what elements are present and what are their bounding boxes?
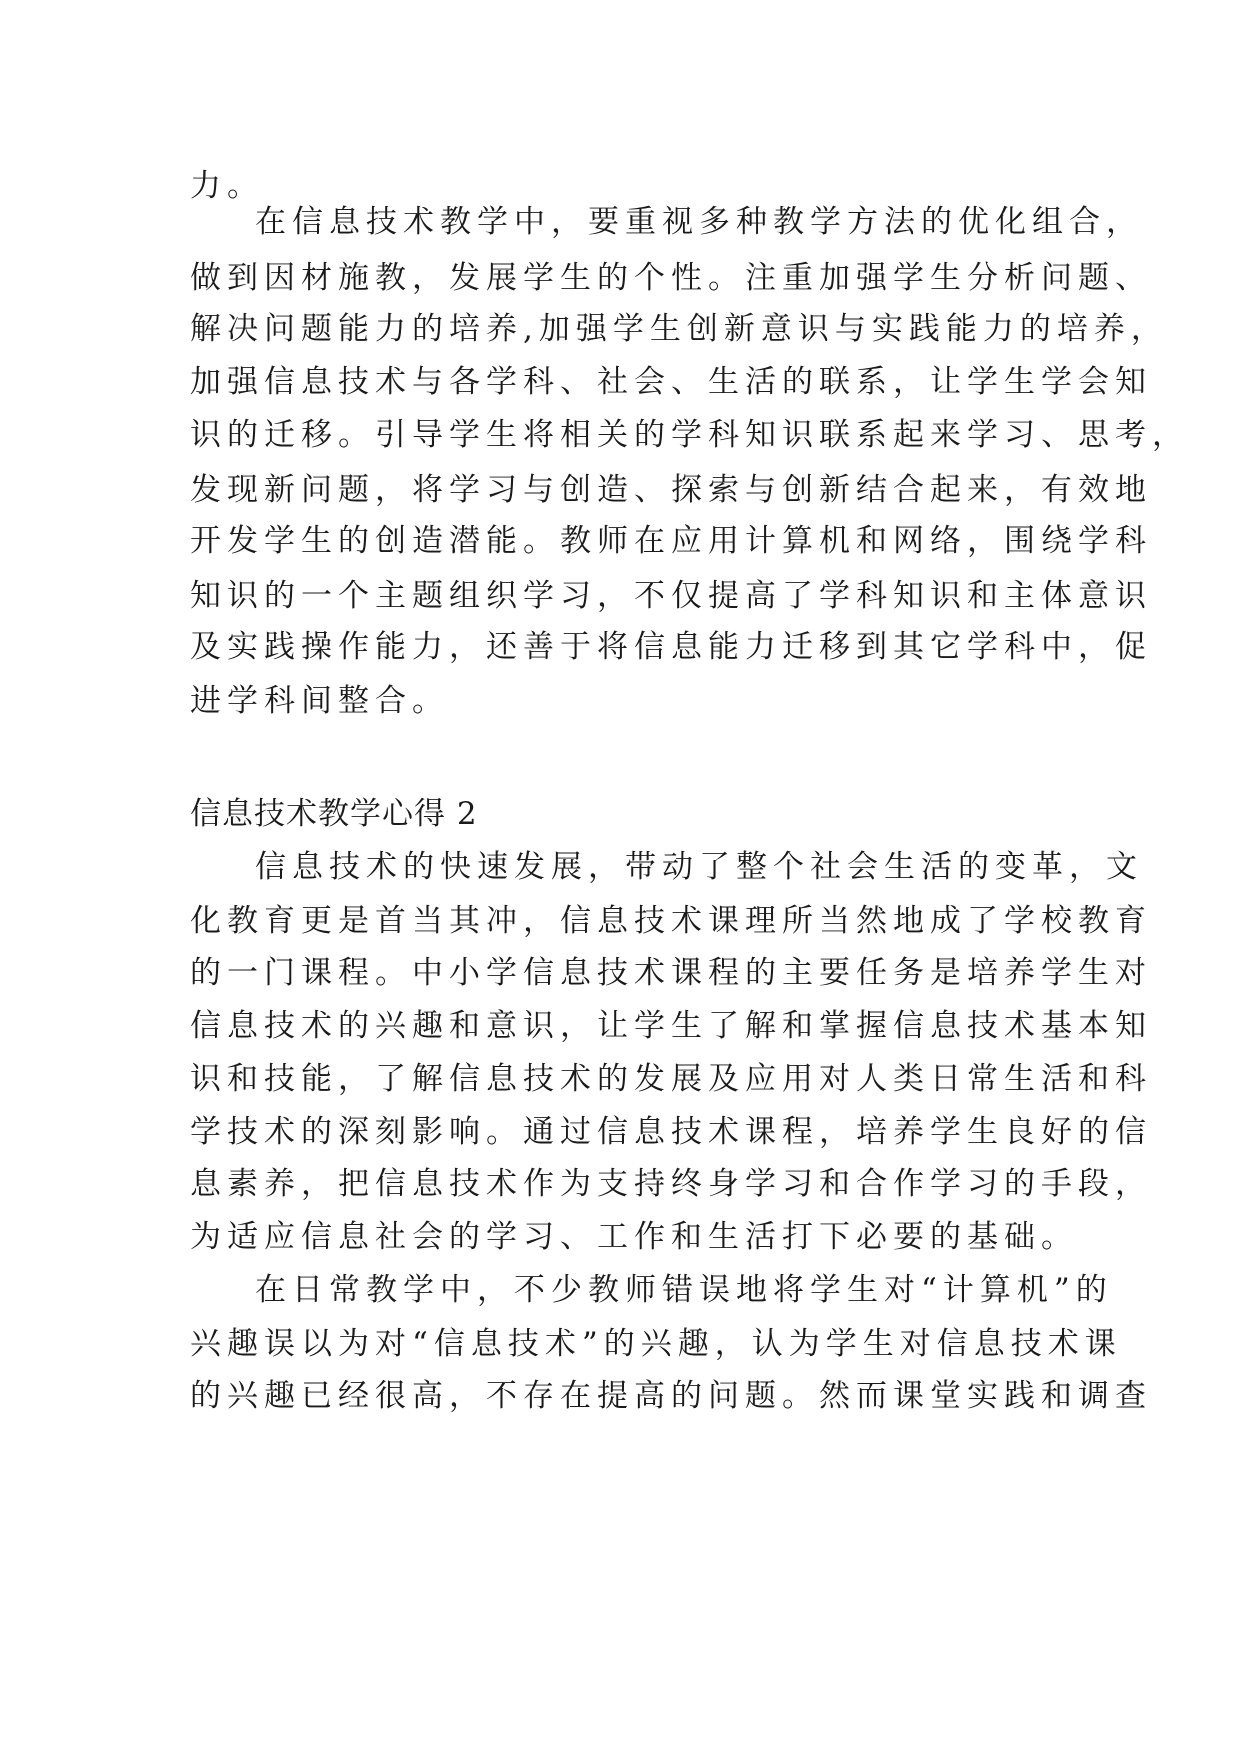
paragraph-line: 在日常教学中，不少教师错误地将学生对“计算机”的	[255, 1272, 1113, 1308]
paragraph-line: 信息技术的兴趣和意识，让学生了解和掌握信息技术基本知	[190, 1008, 1152, 1044]
paragraph-line: 的一门课程。中小学信息技术课程的主要任务是培养学生对	[190, 955, 1152, 991]
paragraph-line: 在信息技术教学中，要重视多种教学方法的优化组合，	[255, 204, 1143, 240]
paragraph-line: 加强信息技术与各学科、社会、生活的联系，让学生学会知	[190, 364, 1152, 400]
paragraph-line: 力。	[190, 168, 264, 204]
paragraph-line: 兴趣误以为对“信息技术”的兴趣，认为学生对信息技术课	[190, 1326, 1122, 1362]
paragraph-line: 发现新问题，将学习与创造、探索与创新结合起来，有效地	[190, 472, 1152, 508]
paragraph-line: 化教育更是首当其冲，信息技术课理所当然地成了学校教育	[190, 903, 1152, 939]
paragraph-line: 进学科间整合。	[190, 683, 449, 719]
paragraph-line: 知识的一个主题组织学习，不仅提高了学科知识和主体意识	[190, 578, 1152, 614]
paragraph-line: 的兴趣已经很高，不存在提高的问题。然而课堂实践和调查	[190, 1378, 1152, 1414]
paragraph-line: 及实践操作能力，还善于将信息能力迁移到其它学科中，促	[190, 629, 1152, 665]
section-heading: 信息技术教学心得 2	[190, 796, 478, 832]
paragraph-line: 做到因材施教，发展学生的个性。注重加强学生分析问题、	[190, 260, 1152, 296]
paragraph-line: 开发学生的创造潜能。教师在应用计算机和网络，围绕学科	[190, 523, 1152, 559]
paragraph-line: 识和技能，了解信息技术的发展及应用对人类日常生活和科	[190, 1061, 1152, 1097]
paragraph-line: 信息技术的快速发展，带动了整个社会生活的变革，文	[255, 849, 1143, 885]
paragraph-line: 识的迁移。引导学生将相关的学科知识联系起来学习、思考，	[190, 417, 1189, 453]
paragraph-line: 学技术的深刻影响。通过信息技术课程，培养学生良好的信	[190, 1114, 1152, 1150]
paragraph-line: 为适应信息社会的学习、工作和生活打下必要的基础。	[190, 1219, 1078, 1255]
paragraph-line: 息素养，把信息技术作为支持终身学习和合作学习的手段，	[190, 1166, 1152, 1202]
paragraph-line: 解决问题能力的培养,加强学生创新意识与实践能力的培养，	[190, 311, 1168, 347]
